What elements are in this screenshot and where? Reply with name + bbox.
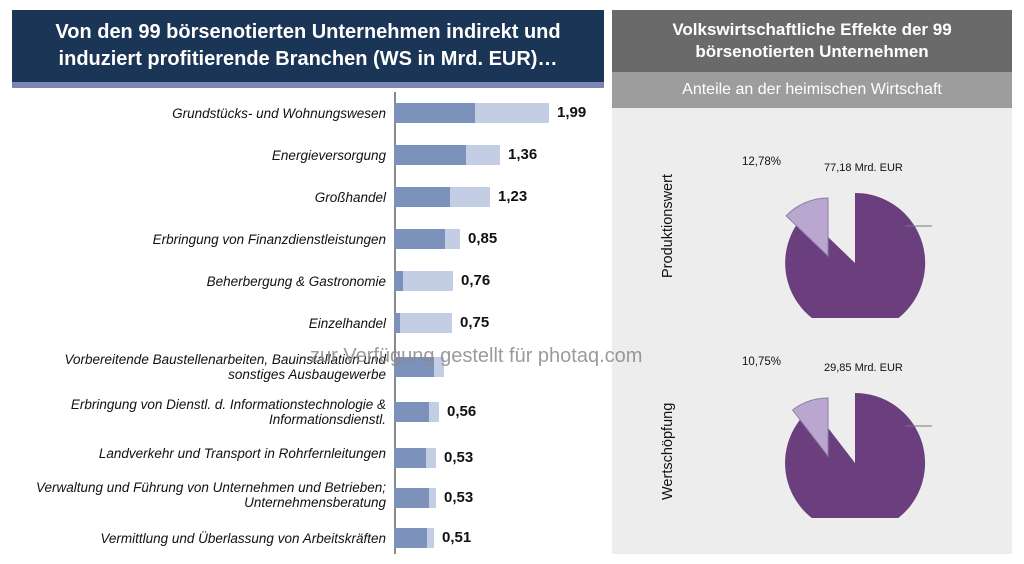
table-row [12, 344, 604, 390]
bar-segment-indirect [394, 402, 429, 422]
watermark-text: zur Verfügung gestellt für photaq.com [310, 345, 643, 367]
bar-wrapper [394, 92, 604, 134]
right-chart-panel [612, 10, 1012, 554]
bar-segment-induced [475, 103, 549, 123]
bar-track [394, 357, 444, 377]
bar-segment-induced [429, 488, 436, 508]
bar-value-label: 0,76 [461, 272, 491, 289]
bar-value-label: 0,51 [442, 529, 472, 546]
bar-segment-induced [426, 448, 436, 468]
left-chart-panel [12, 10, 604, 554]
bar-category-label: Energieversorgung [271, 147, 386, 163]
table-row [12, 302, 604, 344]
bar-segment-indirect [394, 357, 434, 377]
bar-segment-indirect [394, 448, 426, 468]
bar-track [394, 528, 434, 548]
pie-percent-label-1: 12,78% [742, 156, 782, 168]
table-row [12, 260, 604, 302]
bar-wrapper [394, 390, 604, 434]
bar-value-label: 0,53 [444, 449, 474, 466]
bar-value-label: 1,99 [557, 104, 587, 121]
bar-segment-indirect [394, 528, 427, 548]
bar-segment-induced [434, 357, 444, 377]
bar-segment-indirect [394, 187, 450, 207]
bar-wrapper [394, 518, 604, 558]
table-row [12, 134, 604, 176]
bar-wrapper [394, 176, 604, 218]
bar-value-label: 0,85 [468, 230, 498, 247]
pie-chart-produktionswert [700, 168, 990, 318]
bar-value-label: 0,53 [444, 489, 474, 506]
bar-wrapper [394, 472, 604, 518]
bar-track [394, 229, 460, 249]
left-panel-title: Von den 99 börsenotierten Unternehmen indirekt und induziert profitierende Branchen (WS in Mrd. EUR)… [12, 10, 604, 82]
table-row [12, 472, 604, 518]
pie-svg-1 [700, 168, 990, 318]
table-row [12, 218, 604, 260]
pie-value-label-2: 29,85 Mrd. EUR [824, 362, 903, 374]
table-row [12, 518, 604, 558]
bar-segment-induced [466, 145, 500, 165]
right-panel-title: Volkswirtschaftliche Effekte der 99 börsenotierten Unternehmen [612, 10, 1012, 72]
bar-wrapper [394, 434, 604, 472]
bar-value-label: 1,36 [508, 146, 538, 163]
bar-category-label: Einzelhandel [308, 315, 386, 331]
bar-category-label: Verwaltung und Führung von Unternehmen und Betrieben; Unternehmensberatung [36, 480, 386, 510]
bar-track [394, 313, 452, 333]
bar-wrapper [394, 218, 604, 260]
bar-category-label: Grundstücks- und Wohnungswesen [172, 105, 386, 121]
pie-caption-wertschoepfung: Wertschöpfung [660, 402, 676, 500]
pie-svg-2 [700, 368, 990, 518]
pie-percent-label-2: 10,75% [742, 356, 782, 368]
bar-segment-indirect [394, 271, 403, 291]
bar-wrapper [394, 302, 604, 344]
right-panel-subtitle: Anteile an der heimischen Wirtschaft [612, 72, 1012, 108]
table-row [12, 176, 604, 218]
bar-wrapper [394, 134, 604, 176]
bar-category-label: Erbringung von Dienstl. d. Informationstechnologie & Informationsdienstl. [70, 397, 386, 427]
table-row [12, 434, 604, 472]
bar-wrapper [394, 344, 604, 390]
bar-category-label: Vorbereitende Baustellenarbeiten, Bauinstallation und sonstiges Ausbaugewerbe [64, 352, 386, 382]
bar-track [394, 145, 500, 165]
bar-track [394, 187, 490, 207]
bar-track [394, 103, 549, 123]
table-row [12, 92, 604, 134]
title-accent-bar [12, 82, 604, 88]
bar-segment-indirect [394, 103, 475, 123]
bar-segment-indirect [394, 229, 445, 249]
bar-segment-induced [403, 271, 453, 291]
pie-value-label-1: 77,18 Mrd. EUR [824, 162, 903, 174]
bar-category-label: Landverkehr und Transport in Rohrfernleitungen [98, 445, 386, 461]
bar-segment-induced [445, 229, 460, 249]
bar-track [394, 402, 439, 422]
bar-segment-induced [400, 313, 452, 333]
bar-chart [12, 92, 604, 554]
bar-track [394, 271, 453, 291]
bar-wrapper [394, 260, 604, 302]
bar-category-label: Vermittlung und Überlassung von Arbeitskräften [100, 530, 386, 546]
bar-segment-indirect [394, 145, 466, 165]
bar-segment-induced [427, 528, 434, 548]
bar-segment-induced [450, 187, 490, 207]
bar-track [394, 488, 436, 508]
bar-value-label: 1,23 [498, 188, 528, 205]
pie-charts-container [612, 108, 1012, 554]
bar-category-label: Großhandel [314, 189, 386, 205]
bar-category-label: Beherbergung & Gastronomie [206, 273, 386, 289]
table-row [12, 390, 604, 434]
bar-value-label: 0,75 [460, 314, 490, 331]
bar-track [394, 448, 436, 468]
bar-category-label: Erbringung von Finanzdienstleistungen [152, 231, 386, 247]
pie-caption-produktionswert: Produktionswert [660, 174, 676, 278]
bar-segment-induced [429, 402, 439, 422]
bar-segment-indirect [394, 488, 429, 508]
pie-chart-wertschoepfung [700, 368, 990, 518]
bar-value-label: 0,56 [447, 403, 477, 420]
